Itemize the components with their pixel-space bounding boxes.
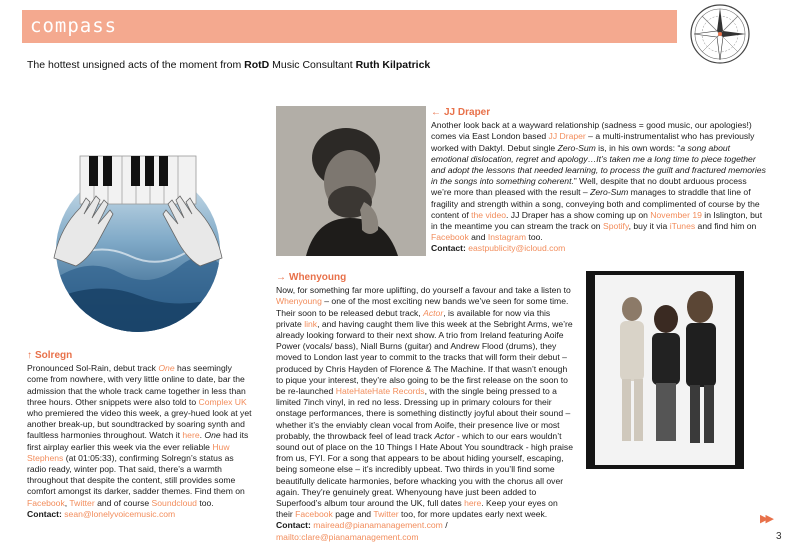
- jj-draper-heading: [431, 107, 767, 118]
- facebook-link[interactable]: Facebook: [431, 232, 469, 243]
- compass-icon: [688, 2, 752, 66]
- actor-link[interactable]: Actor: [423, 307, 444, 318]
- whenyoung-photo: [586, 271, 744, 469]
- whenyoung-contact: Contact: mairead@pianamanagement.com / mailto:clare@pianamanagement.com: [276, 520, 448, 542]
- label-link[interactable]: HateHateHate Records: [335, 386, 425, 397]
- solregn-contact: Contact: sean@lonelyvoicemusic.com: [27, 508, 176, 519]
- page-number: 3: [776, 531, 782, 542]
- facebook-link[interactable]: Facebook: [27, 497, 65, 508]
- whenyoung-section: [276, 272, 576, 543]
- whenyoung-link[interactable]: Whenyoung: [276, 296, 322, 307]
- whenyoung-heading: [276, 272, 576, 283]
- private-link[interactable]: link: [304, 318, 318, 329]
- one-track-link[interactable]: One: [158, 363, 175, 374]
- solregn-heading: [27, 350, 253, 361]
- next-page-icon[interactable]: ▶▶: [760, 513, 771, 525]
- itunes-link[interactable]: iTunes: [669, 221, 696, 232]
- jj-draper-section: [431, 107, 767, 255]
- contact-email-link[interactable]: mairead@pianamanagement.com: [313, 520, 443, 531]
- video-link[interactable]: the video: [471, 209, 507, 220]
- brand-name: RotD: [244, 59, 270, 71]
- section-title: compass: [30, 15, 118, 37]
- spotify-link[interactable]: Spotify: [602, 221, 629, 232]
- contact-email-link-2[interactable]: mailto:clare@pianamanagement.com: [276, 531, 419, 542]
- jj-draper-contact: Contact: eastpublicity@icloud.com: [431, 243, 566, 254]
- huw-stephens-link[interactable]: Huw Stephens: [27, 441, 230, 463]
- jj-draper-body: Another look back at a wayward relationship (sadness = good music, our apologies!) comes via East London based JJ Draper – a multi-instrumentalist who has previously worked with Daktyl. Debut single Zero-Sum is, in his own words: “a song about emotional dislocation, regret and apology…It’s taken me a long time to piece together and adopt the lessons that needed learning, to process the guilt and fractured memories in the songs into something coherent.” Well, despite that no doubt arduous process we’re more than pleased with the result – Zero-Sum manages to straddle that line of fragility and strength within a song, conveying both and complimented of course by the content of the video. JJ Draper has a show coming up on November 19 in Islington, but in the meantime you can stream the track on Spotify, buy it via iTunes and find him on Facebook and Instagram too.: [431, 120, 766, 243]
- solregn-section: [27, 350, 253, 520]
- contact-email-link[interactable]: eastpublicity@icloud.com: [468, 243, 566, 254]
- jj-draper-photo: [276, 106, 426, 256]
- soundcloud-link[interactable]: Soundcloud: [151, 497, 197, 508]
- arrow-right-icon: →: [276, 272, 286, 283]
- tour-dates-link[interactable]: here: [464, 498, 482, 509]
- facebook-link[interactable]: Facebook: [295, 509, 333, 520]
- solregn-artwork: [40, 138, 236, 334]
- intro-line: [27, 59, 430, 71]
- watch-link[interactable]: here: [182, 430, 200, 441]
- arrow-up-icon: ↑: [27, 350, 32, 361]
- whenyoung-body: Now, for something far more uplifting, do yourself a favour and take a listen to Whenyoung – one of the most exciting new bands we’ve seen for some time. Their soon to be released debut track, Actor, is available for now via this private link, and having caught them live this week at the Sebright Arms, we’re already looking forward to their next show. A trio from Ireland featuring Aoife Power (vocals/ bass), Niall Burns (guitar) and Andrew Flood (drums), they moved to London last year to commit to the tracks that will form their debut – produced by Chris Hayden of Florence & The Machine. If that wasn’t enough to pique your interest, they’re also going to be the first release on the soon to be re-launched HateHateHate Records, with the single being pressed to a limited 7inch vinyl, in red no less. Dressing up in primary colours for their onstage performances, there is something distinctly joyful about their sound – whether it’s the enviably clean vocal from Aoife, their presence live or most probably, the throwback feel of lead track Actor - which to our ears wouldn’t sound out of place on the 10 Things I Hate About You soundtrack - high praise from us, FYI. For a song that appears to be about hiding yourself, escaping, being someone else – it’s incredibly upbeat. Two thirds in you’ll find some beautifully delicate harmonies, before whacking you with the chorus all over again. They’re genuinely great. Whenyoung have just been added to Superfood’s album tour around the UK, full dates here. Keep your eyes on their Facebook page and Twitter too, for more updates early next week.: [276, 285, 574, 520]
- intro-text: The hottest unsigned acts of the moment from: [27, 59, 245, 71]
- arrow-left-icon: ←: [431, 107, 441, 118]
- whenyoung-title: Whenyoung: [289, 272, 347, 283]
- jj-draper-title: JJ Draper: [444, 107, 491, 118]
- jj-draper-link[interactable]: JJ Draper: [548, 131, 586, 142]
- complex-link[interactable]: Complex UK: [198, 396, 247, 407]
- contact-email-link[interactable]: sean@lonelyvoicemusic.com: [64, 508, 176, 519]
- solregn-title: Solregn: [35, 350, 73, 361]
- twitter-link[interactable]: Twitter: [69, 497, 95, 508]
- twitter-link[interactable]: Twitter: [373, 509, 399, 520]
- intro-text-mid: Music Consultant: [269, 59, 356, 71]
- solregn-body: Pronounced Sol-Rain, debut track One has seemingly come from nowhere, with very little online to date, bar the admission that the whole track came together in less than three hours. Other snippets were also told to Complex UK who premiered the video this week, a grey-hued look at yet another break-up, but soundtracked by soaring synth and faultless harmonies throughout. Watch it here. One had its first airplay earlier this week via the ever reliable Huw Stephens (at 01:05:33), confirming Solregn’s status as radio ready, winter pop. That said, there’s a warmth throughout that despite the content, still provides some comfort amongst its darker, sadder themes. Find them on Facebook, Twitter and of course Soundcloud too.: [27, 363, 252, 508]
- instagram-link[interactable]: Instagram: [487, 232, 527, 243]
- header-banner: [22, 10, 677, 43]
- author-name: Ruth Kilpatrick: [355, 59, 431, 71]
- show-date-link[interactable]: November 19: [650, 209, 702, 220]
